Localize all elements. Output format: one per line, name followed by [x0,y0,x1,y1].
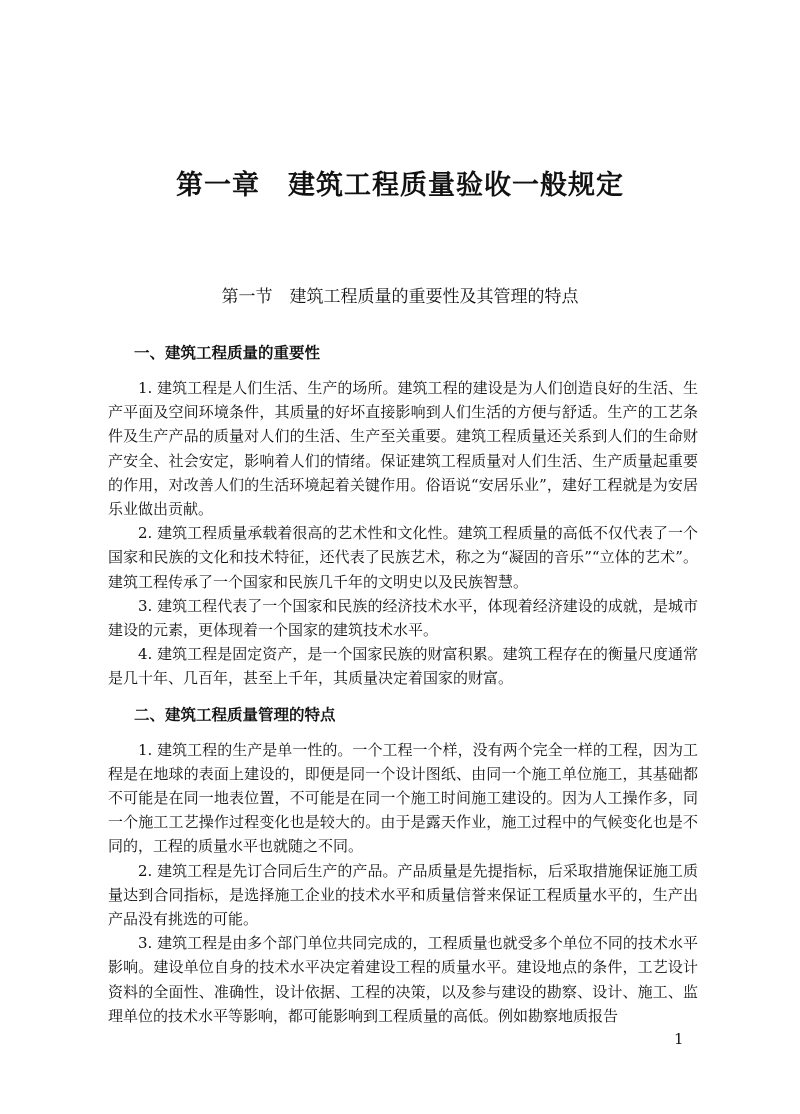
section-title: 第一节 建筑工程质量的重要性及其管理的特点 [221,287,579,307]
paragraph: 3. 建筑工程代表了一个国家和民族的经济技术水平，体现着经济建设的成就，是城市建设的元素，更体现着一个国家的建筑技术水平。 [108,596,698,640]
page-number: 1 [674,1030,684,1048]
paragraph: 4. 建筑工程是固定资产，是一个国家民族的财富积累。建筑工程存在的衡量尺度通常是几十年、几百年，甚至上千年，其质量决定着国家的财富。 [108,645,698,688]
paragraph: 1. 建筑工程的生产是单一性的。一个工程一个样，没有两个完全一样的工程，因为工程是在地球的表面上建设的，即便是同一个设计图纸、由同一个施工单位施工，其基础都不可能是在同一地表位置，不可能是在同一个施工时间施工建设的。因为人工操作多，同一个施工工艺操作过程变化也是较大的。由于是露天作业，施工过程中的气候变化也是不同的，工程的质量水平也就随之不同。 [108,740,698,856]
paragraph: 2. 建筑工程质量承载着很高的艺术性和文化性。建筑工程质量的高低不仅代表了一个国家和民族的文化和技术特征，还代表了民族艺术，称之为“凝固的音乐”“立体的艺术”。建筑工程传承了一个国家和民族几千年的文明史以及民族智慧。 [108,524,698,591]
subsection-heading: 二、建筑工程质量管理的特点 [134,705,336,724]
paragraph: 1. 建筑工程是人们生活、生产的场所。建筑工程的建设是为人们创造良好的生活、生产平面及空间环境条件，其质量的好坏直接影响到人们生活的方便与舒适。生产的工艺条件及生产产品的质量对人们的生活、生产至关重要。建筑工程质量还关系到人们的生命财产安全、社会安定，影响着人们的情绪。保证建筑工程质量对人们生活、生产质量起重要的作用，对改善人们的生活环境起着关键作用。俗语说“安居乐业”，建好工程就是为安居乐业做出贡献。 [108,379,698,519]
paragraph: 3. 建筑工程是由多个部门单位共同完成的，工程质量也就受多个单位不同的技术水平影响。建设单位自身的技术水平决定着建设工程的质量水平。建设地点的条件，工艺设计资料的全面性、准确性，设计依据、工程的决策，以及参与建设的勘察、设计、施工、监理单位的技术水平等影响，都可能影响到工程质量的高低。例如勘察地质报告 [108,934,698,1025]
chapter-title: 第一章 建筑工程质量验收一般规定 [176,170,624,201]
body-text [108,339,698,1028]
paragraph: 2. 建筑工程是先订合同后生产的产品。产品质量是先提指标，后采取措施保证施工质量达到合同指标，是选择施工企业的技术水平和质量信誉来保证工程质量水平的，生产出产品没有挑选的可能。 [108,861,698,929]
subsection-heading: 一、建筑工程质量的重要性 [134,344,321,362]
